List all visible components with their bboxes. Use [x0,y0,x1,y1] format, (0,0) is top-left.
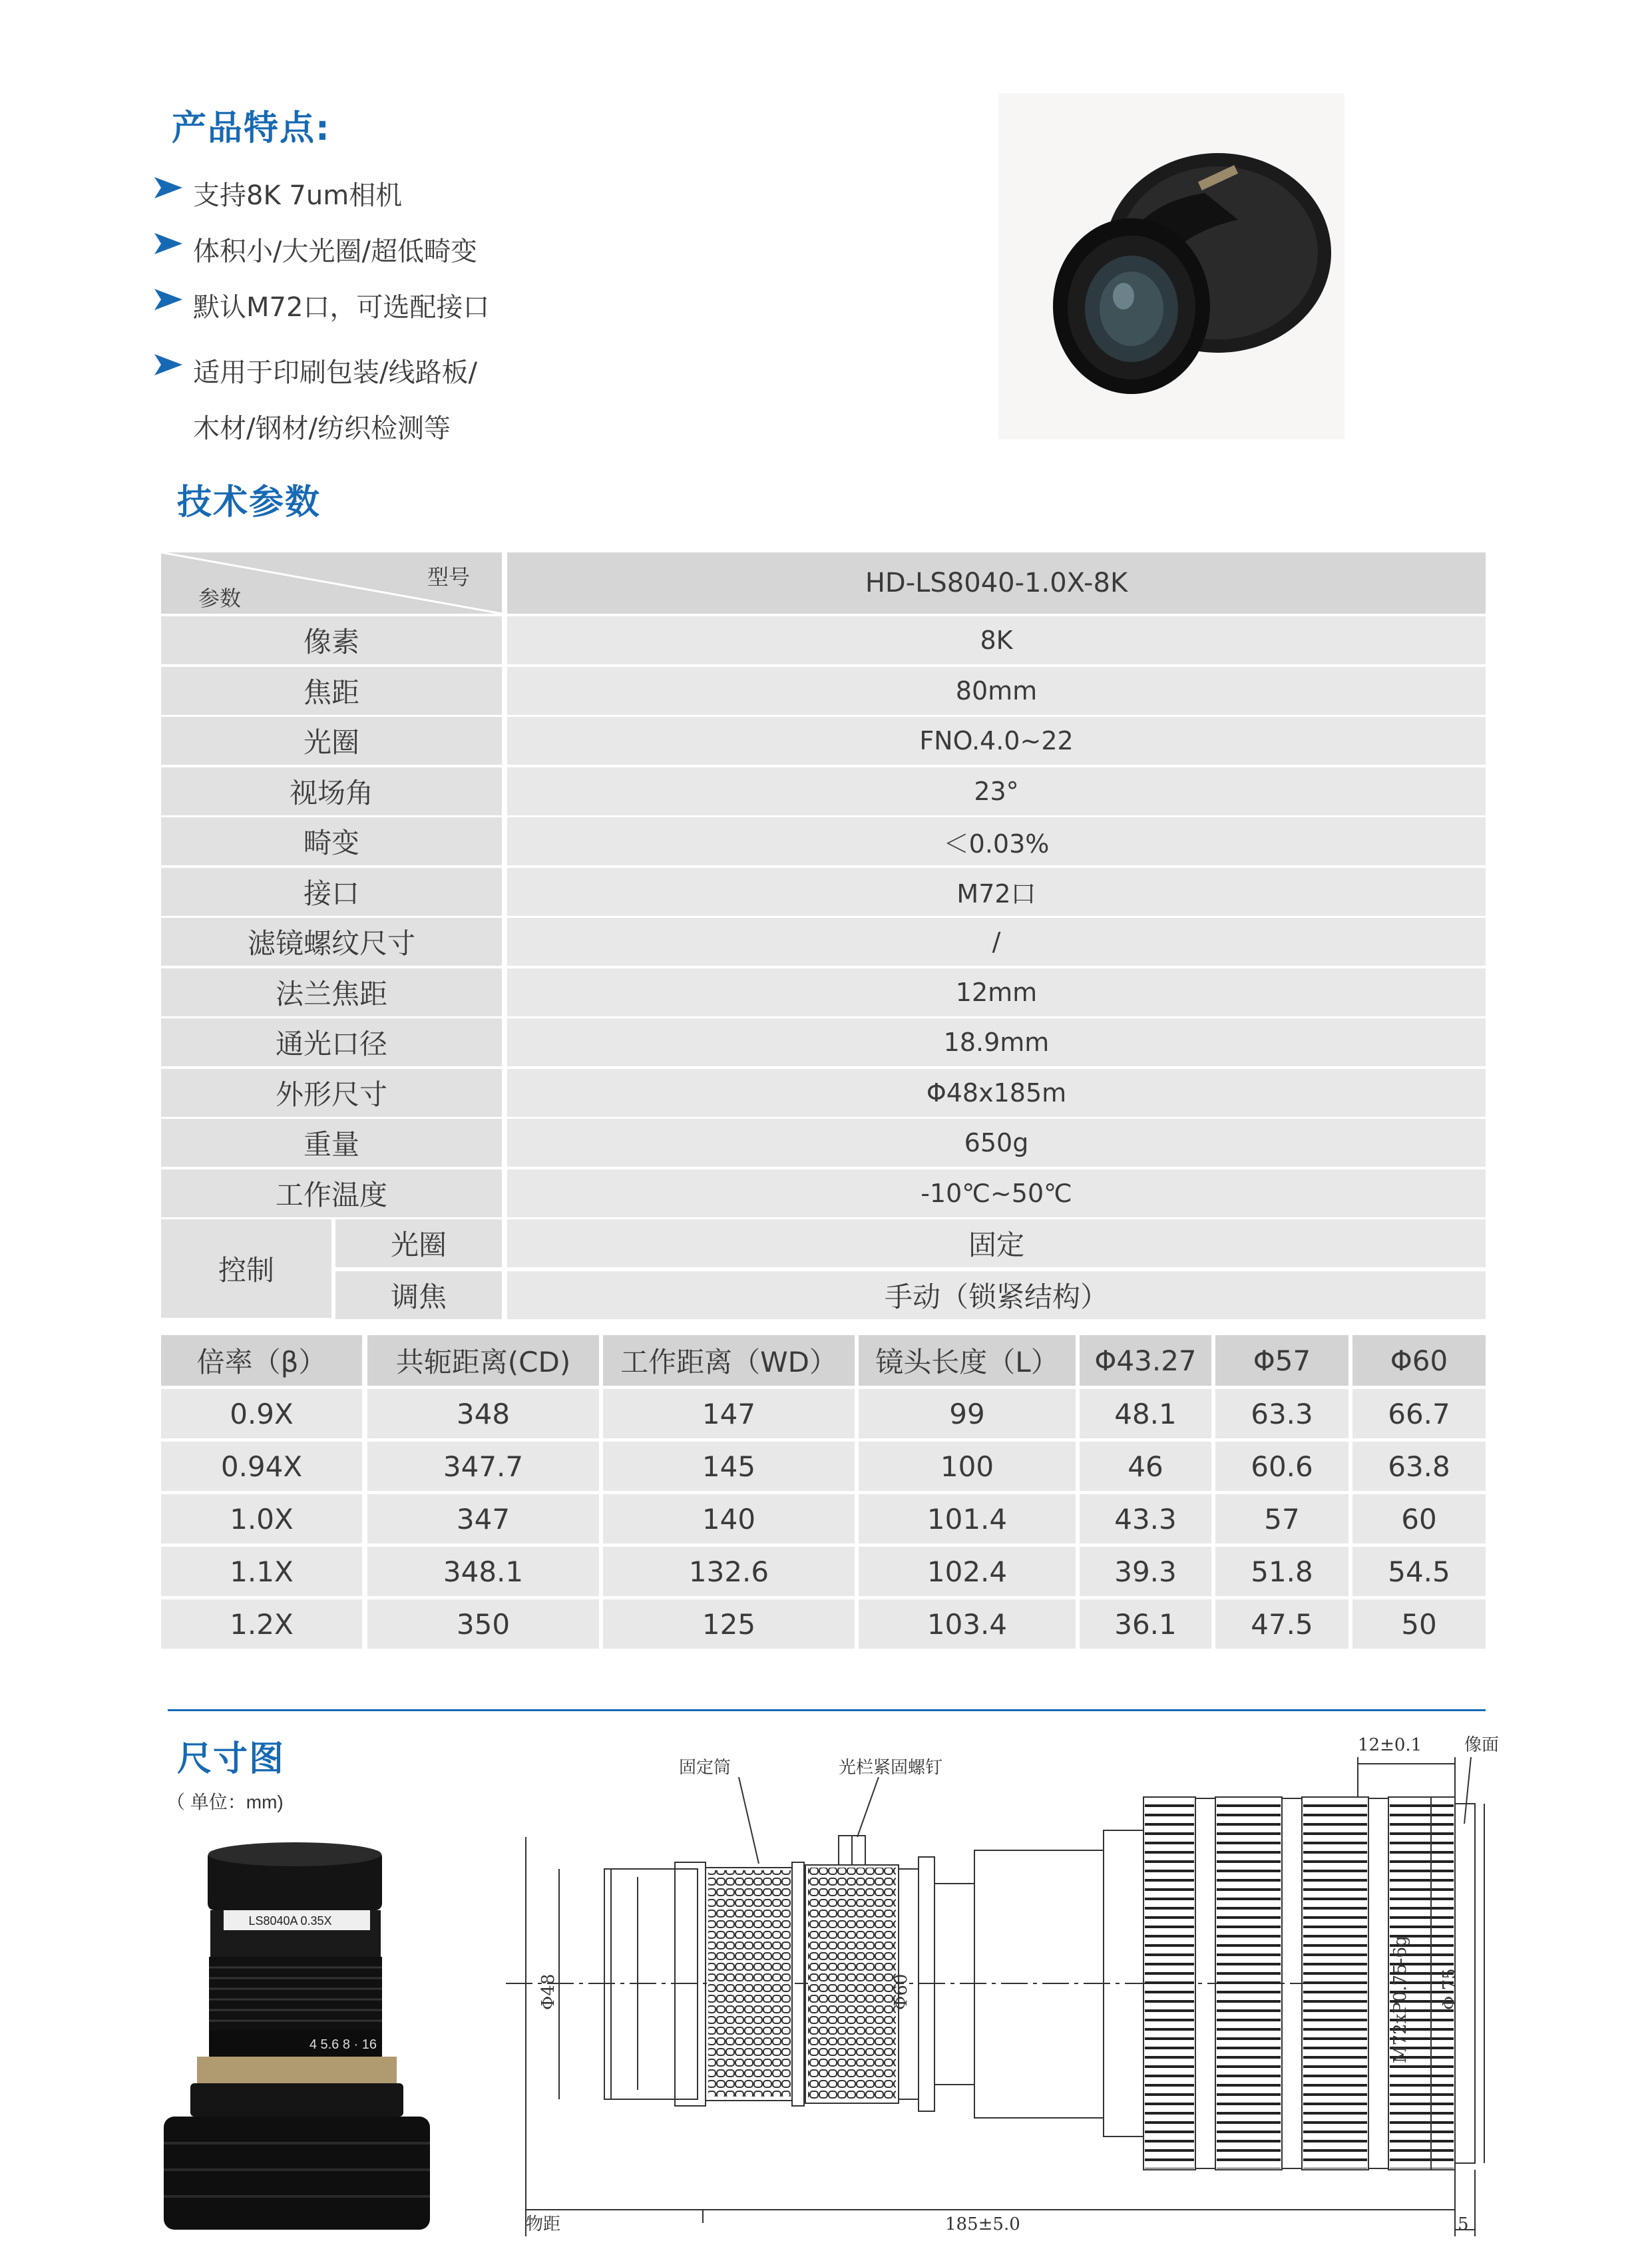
spec-label: 滤镜螺纹尺寸 [161,918,502,966]
lens-model-text: LS8040A 0.35X [248,1914,332,1928]
table-header-cell: 工作距离（WD） [603,1335,855,1386]
label-length: 185±5.0 [945,2214,1020,2234]
label-phi60: Φ60 [891,1973,911,2010]
table-cell: 348.1 [367,1547,599,1596]
control-aperture-label: 光圈 [335,1219,502,1267]
feature-text-continued: 木材/钢材/纺织检测等 [193,413,451,444]
dimension-drawing [493,1717,1500,2236]
spec-row [161,616,1486,664]
table-cell: 57 [1215,1494,1348,1543]
spec-row [161,1119,1486,1167]
spec-label: 接口 [161,868,502,916]
table-cell: 63.3 [1215,1389,1348,1438]
label-flange-dim: 12±0.1 [1358,1735,1422,1755]
spec-row [161,667,1486,715]
label-phi75: Φ 75 [1440,1968,1460,2010]
table-cell: 347 [367,1494,599,1543]
spec-value: 12mm [507,968,1486,1016]
spec-row [161,918,1486,966]
spec-value: 23° [507,767,1486,815]
spec-label: 法兰焦距 [161,968,502,1016]
spec-row [161,717,1486,765]
spec-value: Φ48x185m [507,1069,1486,1117]
table-cell: 48.1 [1080,1389,1211,1438]
spec-label: 视场角 [161,767,502,815]
table-cell: 99 [859,1389,1076,1438]
spec-label: 通光口径 [161,1018,502,1066]
aperture-scale-text: 4 5.6 8 · 16 [309,2037,377,2052]
feature-item [193,286,489,324]
table-cell: 1.0X [161,1494,362,1543]
unit-note: （ 单位：mm) [166,1792,284,1812]
spec-label: 外形尺寸 [161,1069,502,1117]
label-image-plane: 像面 [1464,1735,1500,1755]
table-cell: 125 [603,1599,855,1649]
section-divider [168,1709,1486,1711]
header-model-label: 型号 [427,564,471,590]
table-cell: 1.2X [161,1599,362,1649]
table-cell: 100 [859,1442,1076,1491]
spec-value: 650g [507,1119,1486,1167]
table-header-cell: Φ60 [1352,1335,1486,1386]
table-cell: 140 [603,1494,855,1543]
spec-value: / [507,918,1486,966]
table-header-cell: Φ57 [1215,1335,1348,1386]
model-name-cell: HD-LS8040-1.0X-8K [507,552,1486,614]
spec-row [161,1069,1486,1117]
spec-value: FNO.4.0~22 [507,717,1486,765]
control-focus-value: 手动（锁紧结构） [507,1271,1486,1319]
feature-text: 默认M72口，可选配接口 [193,292,490,323]
feature-item [193,174,402,212]
spec-row [161,1018,1486,1066]
spec-row [161,868,1486,916]
spec-value: M72口 [507,868,1486,916]
specs-title: 技术参数 [177,483,321,522]
spec-label: 焦距 [161,667,502,715]
table-cell: 66.7 [1352,1389,1486,1438]
table-cell: 1.1X [161,1547,362,1596]
spec-value: 18.9mm [507,1018,1486,1066]
table-cell: 46 [1080,1442,1211,1491]
spec-header-cell [161,552,502,614]
spec-row [161,968,1486,1016]
feature-item [193,351,477,389]
table-cell: 43.3 [1080,1494,1211,1543]
spec-value: ＜0.03% [507,817,1486,865]
label-object-distance: 物距 [526,2214,561,2234]
arrow-bullet-icon [153,353,184,377]
knurl-pattern [708,1798,1454,2168]
label-phi48: Φ48 [538,1973,558,2010]
label-five: 5 [1458,2214,1469,2234]
arrow-bullet-icon [153,232,184,256]
spec-label: 像素 [161,616,502,664]
spec-row [161,817,1486,865]
table-cell: 103.4 [859,1599,1076,1649]
table-cell: 36.1 [1080,1599,1211,1649]
spec-row [161,767,1486,815]
table-cell: 0.9X [161,1389,362,1438]
table-cell: 0.94X [161,1442,362,1491]
table-cell: 350 [367,1599,599,1649]
table-cell: 54.5 [1352,1547,1486,1596]
table-cell: 101.4 [859,1494,1076,1543]
table-cell: 347.7 [367,1442,599,1491]
label-aperture-screw: 光栏紧固螺钉 [839,1758,943,1778]
spec-value: 8K [507,616,1486,664]
arrow-bullet-icon [153,176,184,200]
label-mount-thread: M72xP0.75-6g [1390,1935,1410,2063]
spec-label: 重量 [161,1119,502,1167]
product-photo [998,93,1344,439]
feature-text: 体积小/大光圈/超低畸变 [193,236,477,267]
feature-text: 适用于印刷包装/线路板/ [193,357,477,388]
spec-label: 光圈 [161,717,502,765]
control-label-cell: 控制 [161,1219,331,1318]
table-header-cell: Φ43.27 [1080,1335,1211,1386]
table-cell: 102.4 [859,1547,1076,1596]
dimensions-title: 尺寸图 [177,1739,286,1779]
label-fixed-barrel: 固定筒 [679,1758,731,1778]
spec-value: 80mm [507,667,1486,715]
arrow-bullet-icon [153,288,184,311]
table-header-cell: 镜头长度（L） [859,1335,1076,1386]
table-header-cell: 倍率（β） [161,1335,362,1386]
table-cell: 51.8 [1215,1547,1348,1596]
header-param-label: 参数 [198,586,242,611]
spec-row [161,1169,1486,1217]
table-cell: 132.6 [603,1547,855,1596]
table-cell: 60 [1352,1494,1486,1543]
spec-label: 工作温度 [161,1169,502,1217]
features-title: 产品特点: [172,108,331,148]
table-cell: 63.8 [1352,1442,1486,1491]
feature-item [193,230,477,268]
table-cell: 348 [367,1389,599,1438]
table-cell: 60.6 [1215,1442,1348,1491]
table-cell: 145 [603,1442,855,1491]
spec-value: -10℃~50℃ [507,1169,1486,1217]
table-cell: 147 [603,1389,855,1438]
lens-photo [150,1837,443,2236]
table-cell: 47.5 [1215,1599,1348,1649]
table-cell: 39.3 [1080,1547,1211,1596]
feature-text: 支持8K 7um相机 [193,180,403,211]
control-focus-label: 调焦 [335,1271,502,1319]
table-header-cell: 共轭距离(CD) [367,1335,599,1386]
control-aperture-value: 固定 [507,1219,1486,1267]
spec-label: 畸变 [161,817,502,865]
table-cell: 50 [1352,1599,1486,1649]
